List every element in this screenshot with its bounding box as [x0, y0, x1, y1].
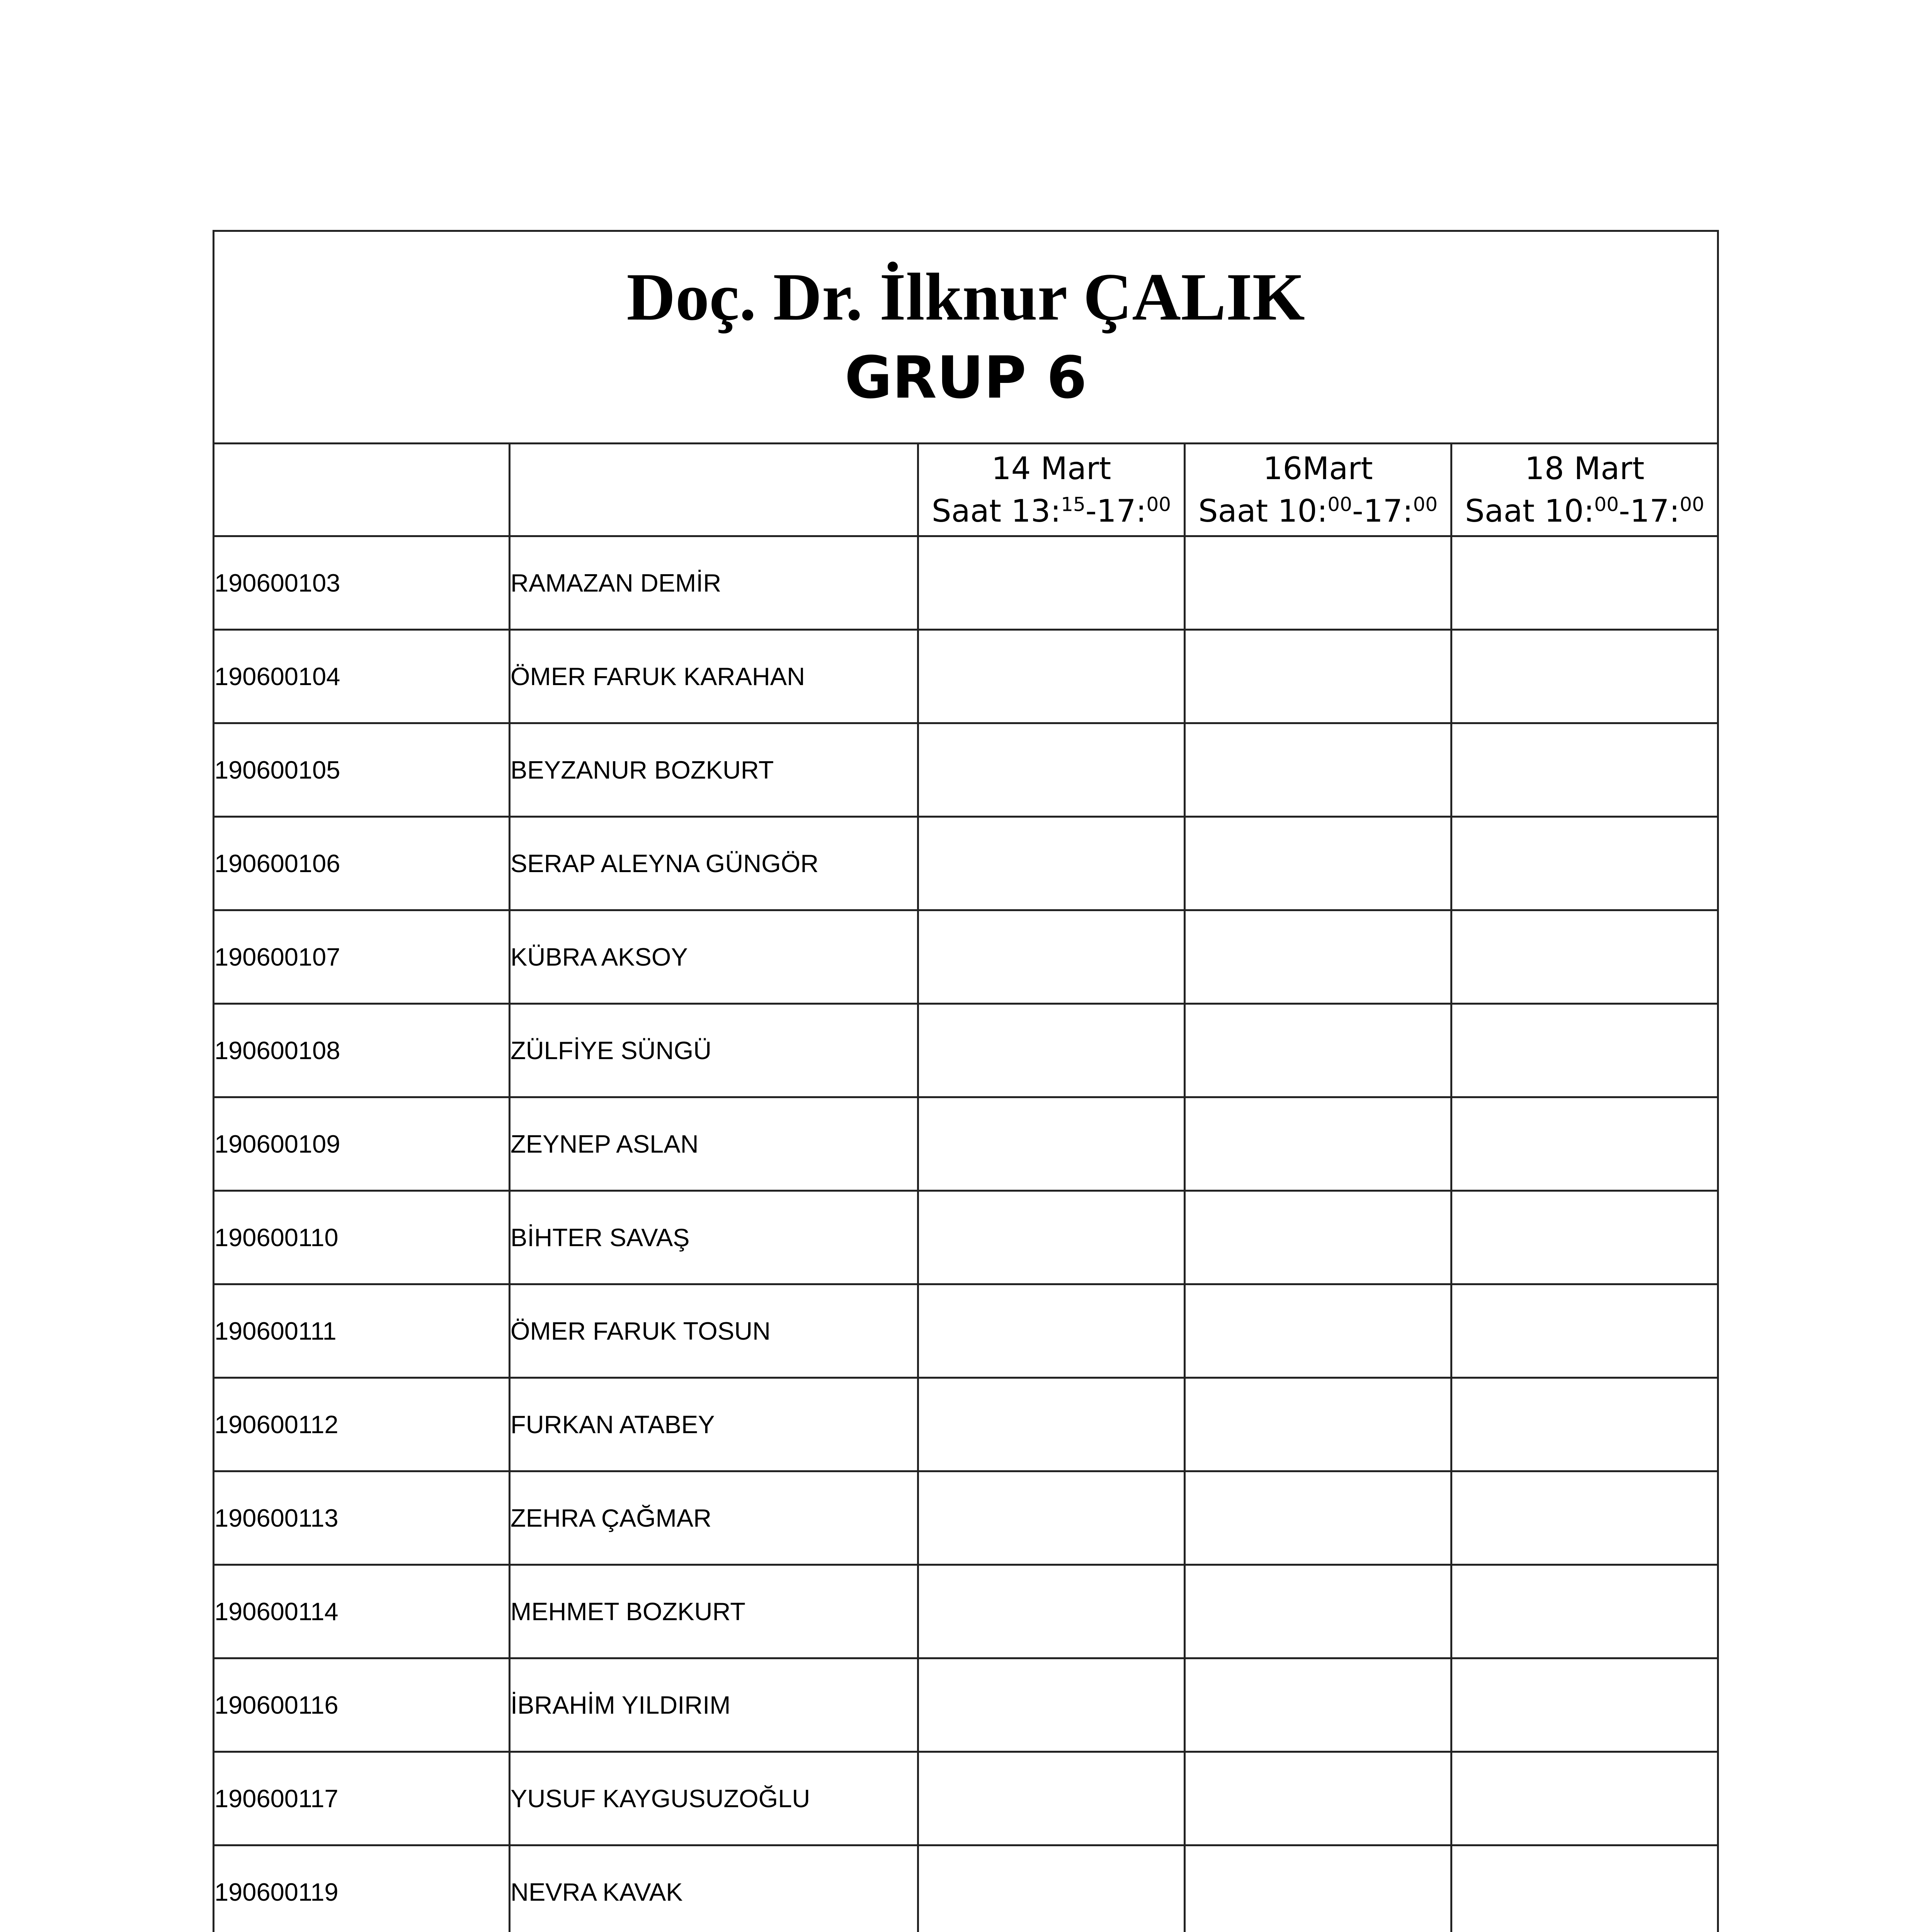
- table-row: [214, 1004, 1718, 1097]
- attendance-cell: [918, 1097, 1185, 1191]
- session-header-2: [1185, 444, 1451, 536]
- attendance-cell: [918, 536, 1185, 630]
- table-row: [214, 1191, 1718, 1284]
- attendance-cell: [1185, 1845, 1451, 1932]
- attendance-cell: [1451, 1471, 1718, 1565]
- student-name: BEYZANUR BOZKURT: [510, 723, 918, 817]
- title-cell: [214, 231, 1718, 444]
- student-id: 190600116: [214, 1658, 510, 1752]
- attendance-cell: [1451, 1191, 1718, 1284]
- attendance-cell: [918, 1378, 1185, 1471]
- table-row: [214, 910, 1718, 1004]
- attendance-cell: [1451, 1845, 1718, 1932]
- attendance-cell: [918, 1845, 1185, 1932]
- student-name: MEHMET BOZKURT: [510, 1565, 918, 1658]
- student-name: NEVRA KAVAK: [510, 1845, 918, 1932]
- student-id: 190600106: [214, 817, 510, 910]
- student-id: 190600111: [214, 1284, 510, 1378]
- table-row: [214, 1378, 1718, 1471]
- attendance-cell: [1185, 1284, 1451, 1378]
- session-time: Saat 10:$^{00}$-17:$^{00}$: [1465, 493, 1705, 529]
- table-row: [214, 1845, 1718, 1932]
- session-header-3: [1451, 444, 1718, 536]
- student-name: RAMAZAN DEMİR: [510, 536, 918, 630]
- attendance-cell: [1185, 1004, 1451, 1097]
- attendance-cell: [918, 630, 1185, 723]
- attendance-cell: [918, 1752, 1185, 1845]
- attendance-cell: [1185, 536, 1451, 630]
- student-name: YUSUF KAYGUSUZOĞLU: [510, 1752, 918, 1845]
- session-date: 16Mart: [1263, 450, 1373, 486]
- attendance-cell: [1451, 817, 1718, 910]
- attendance-table: [213, 230, 1719, 1932]
- attendance-cell: [918, 910, 1185, 1004]
- attendance-cell: [918, 1565, 1185, 1658]
- student-name: SERAP ALEYNA GÜNGÖR: [510, 817, 918, 910]
- attendance-cell: [1451, 723, 1718, 817]
- session-time: Saat 10:$^{00}$-17:$^{00}$: [1198, 493, 1438, 529]
- student-id: 190600119: [214, 1845, 510, 1932]
- table-row: [214, 630, 1718, 723]
- title-row: [214, 231, 1718, 444]
- student-name: ÖMER FARUK TOSUN: [510, 1284, 918, 1378]
- attendance-cell: [918, 1191, 1185, 1284]
- attendance-cell: [918, 1471, 1185, 1565]
- attendance-cell: [1185, 1752, 1451, 1845]
- student-id: 190600103: [214, 536, 510, 630]
- attendance-cell: [1451, 1004, 1718, 1097]
- table-row: [214, 536, 1718, 630]
- session-date: 14 Mart: [991, 450, 1111, 486]
- table-row: [214, 1752, 1718, 1845]
- attendance-cell: [1185, 910, 1451, 1004]
- table-row: [214, 1565, 1718, 1658]
- table-row: [214, 723, 1718, 817]
- attendance-cell: [1451, 1378, 1718, 1471]
- table-row: [214, 1471, 1718, 1565]
- student-id: 190600107: [214, 910, 510, 1004]
- table-row: [214, 1097, 1718, 1191]
- header-row: [214, 444, 1718, 536]
- header-cell-id: [214, 444, 510, 536]
- table-row: [214, 1284, 1718, 1378]
- student-name: ÖMER FARUK KARAHAN: [510, 630, 918, 723]
- student-id: 190600109: [214, 1097, 510, 1191]
- attendance-cell: [1185, 630, 1451, 723]
- table-row: [214, 1658, 1718, 1752]
- attendance-cell: [1185, 1097, 1451, 1191]
- session-header-1: [918, 444, 1185, 536]
- attendance-cell: [1451, 1752, 1718, 1845]
- instructor-name: Doç. Dr. İlknur ÇALIK: [626, 259, 1305, 334]
- student-id: 190600117: [214, 1752, 510, 1845]
- student-id: 190600114: [214, 1565, 510, 1658]
- student-name: FURKAN ATABEY: [510, 1378, 918, 1471]
- attendance-cell: [1451, 630, 1718, 723]
- attendance-cell: [918, 1284, 1185, 1378]
- attendance-cell: [1185, 723, 1451, 817]
- student-id: 190600112: [214, 1378, 510, 1471]
- attendance-cell: [1451, 536, 1718, 630]
- attendance-cell: [1451, 1658, 1718, 1752]
- attendance-cell: [918, 1658, 1185, 1752]
- student-id: 190600104: [214, 630, 510, 723]
- attendance-cell: [1185, 1378, 1451, 1471]
- session-time: Saat 13:$^{15}$-17:$^{00}$: [931, 493, 1171, 529]
- attendance-cell: [918, 817, 1185, 910]
- student-name: İBRAHİM YILDIRIM: [510, 1658, 918, 1752]
- student-name: ZEYNEP ASLAN: [510, 1097, 918, 1191]
- table-row: [214, 817, 1718, 910]
- attendance-cell: [1185, 1471, 1451, 1565]
- header-cell-name: [510, 444, 918, 536]
- attendance-cell: [1185, 1658, 1451, 1752]
- attendance-cell: [1185, 1191, 1451, 1284]
- attendance-cell: [918, 723, 1185, 817]
- student-name: ZÜLFİYE SÜNGÜ: [510, 1004, 918, 1097]
- student-id: 190600113: [214, 1471, 510, 1565]
- attendance-cell: [1451, 910, 1718, 1004]
- attendance-cell: [1185, 1565, 1451, 1658]
- student-id: 190600105: [214, 723, 510, 817]
- student-name: ZEHRA ÇAĞMAR: [510, 1471, 918, 1565]
- student-id: 190600110: [214, 1191, 510, 1284]
- student-name: BİHTER SAVAŞ: [510, 1191, 918, 1284]
- attendance-cell: [918, 1004, 1185, 1097]
- group-label: GRUP 6: [844, 344, 1087, 412]
- attendance-cell: [1185, 817, 1451, 910]
- attendance-cell: [1451, 1284, 1718, 1378]
- student-name: KÜBRA AKSOY: [510, 910, 918, 1004]
- attendance-cell: [1451, 1565, 1718, 1658]
- attendance-cell: [1451, 1097, 1718, 1191]
- student-id: 190600108: [214, 1004, 510, 1097]
- session-date: 18 Mart: [1525, 450, 1645, 486]
